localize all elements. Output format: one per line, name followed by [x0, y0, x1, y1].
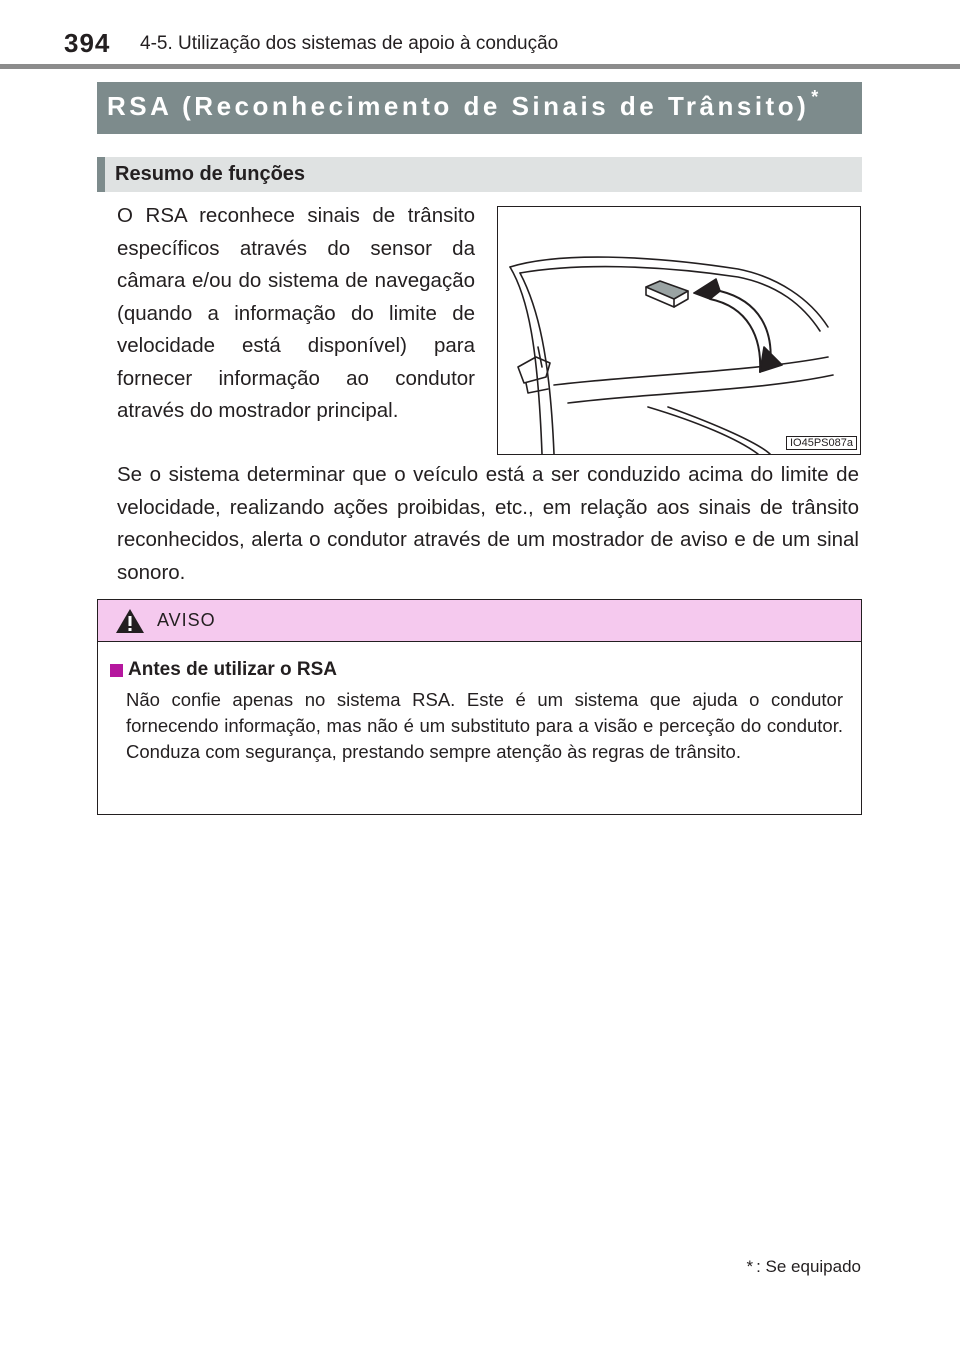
page-number: 394 — [64, 28, 111, 58]
header-rule — [0, 64, 960, 69]
warning-header — [98, 600, 861, 642]
warning-box — [97, 599, 862, 815]
section-banner — [97, 82, 862, 134]
chapter-title: 4-5. Utilização dos sistemas de apoio à condução — [140, 33, 559, 54]
warning-label: AVISO — [157, 610, 216, 630]
equipped-mark: * — [811, 87, 822, 107]
body-paragraph: Se o sistema determinar que o veículo está a ser conduzido acima do limite de velocidade, realizando ações proibidas, etc., em relação aos sinais de trânsito reconhecidos, alerta o condutor através de um mostrador de aviso e de um sinal sonoro. — [117, 463, 859, 584]
subsection-title: Resumo de funções — [115, 163, 306, 185]
footnote-text: : Se equipado — [756, 1257, 861, 1276]
warning-triangle-icon — [115, 608, 145, 634]
warning-subtitle: Antes de utilizar o RSA — [128, 659, 338, 680]
subsection-banner — [97, 157, 862, 192]
footnote — [746, 1257, 861, 1277]
footnote-star: * — [746, 1257, 754, 1276]
section-title — [107, 87, 822, 122]
intro-paragraph: O RSA reconhece sinais de trânsito específicos através do sensor da câmara e/ou do sistema de navegação (quando a informação do limite de velocidade está disponível) para fornecer informação ao condutor através do mostrador principal. — [117, 204, 475, 422]
windshield-camera-illustration — [498, 207, 860, 454]
figure-windshield-camera — [497, 206, 861, 455]
warning-bullet — [110, 664, 123, 677]
section-title-text: RSA (Reconhecimento de Sinais de Trânsito) — [107, 91, 810, 121]
warning-text: Não confie apenas no sistema RSA. Este é um sistema que ajuda o condutor fornecendo informação, mas não é um substituto para a visão e perceção do condutor. Conduza com segurança, prestando sempre atenção às regras de trânsito. — [126, 689, 843, 762]
figure-code: IO45PS087a — [786, 436, 857, 450]
